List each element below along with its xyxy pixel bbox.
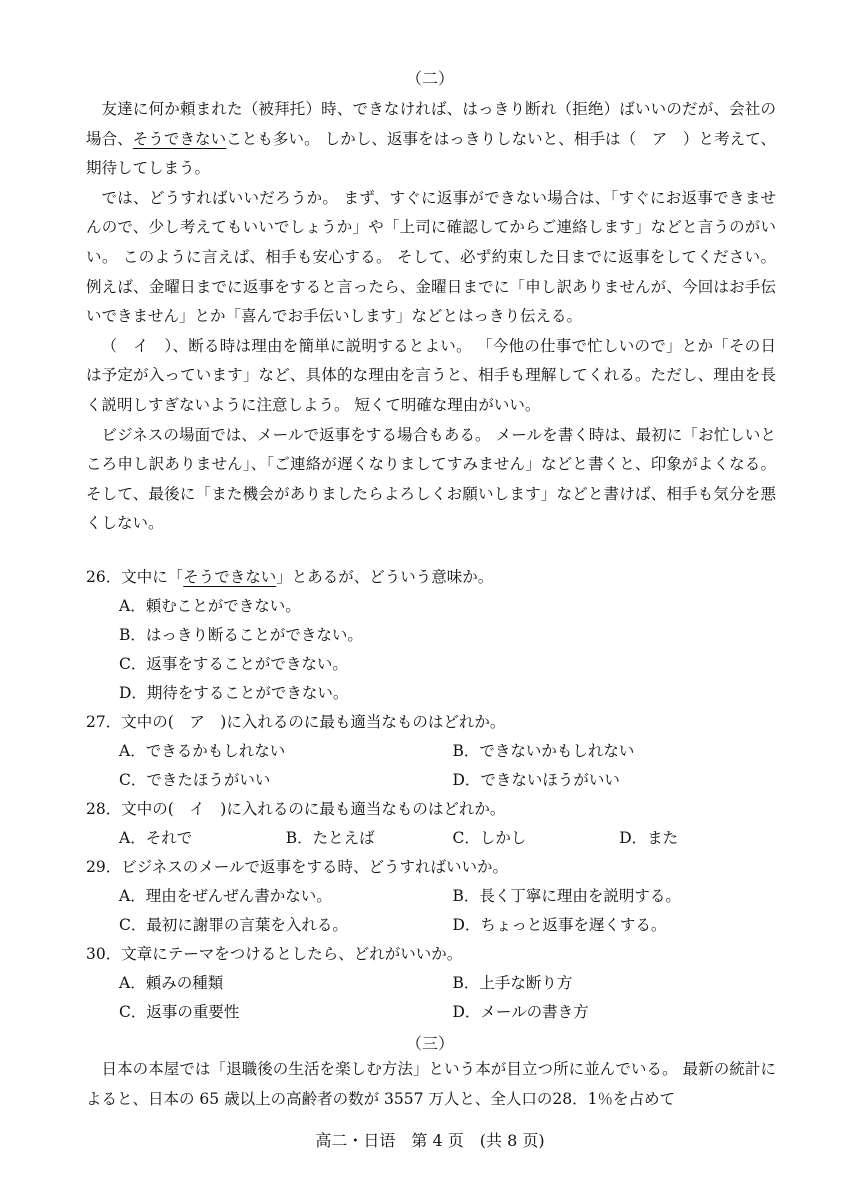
question-stem: 27．文中の( ア )に入れるのに最も適当なものはどれか。 <box>86 713 506 731</box>
question-27 <box>86 708 786 795</box>
option-row <box>86 969 786 998</box>
option-row <box>86 911 786 940</box>
option-row <box>86 998 786 1027</box>
passage-paragraph-2: では、どうすればいいだろうか。 まず、すぐに返事ができない場合は、「すぐにお返事できませんので、少し考えてもいいでしょうか」や「上司に確認してからご連絡します」などと言うのがいい。 このように言えば、相手も安心する。 そして、必ず約束した日までに返事をしてください。 例えば、金曜日までに返事をすると言ったら、金曜日までに「申し訳ありませんが、今回はお手伝いできません」とか「喜んでお手伝いします」などとはっきり伝える。 <box>86 188 776 326</box>
option-row <box>86 766 786 795</box>
underlined-phrase: そうできない <box>183 568 277 586</box>
option-c: C．しかし <box>452 829 527 847</box>
option-d: D．メールの書き方 <box>452 1003 589 1021</box>
section-title-3: （三） <box>405 1034 454 1053</box>
passage-paragraph-4: ビジネスの場面では、メールで返事をする場合もある。 メールを書く時は、最初に「お忙しいところ申し訳ありません」、「ご連絡が遅くなりましてすみません」などと書くと、印象がよくなる。 そして、最後に「また機会がありましたらよろしくお願いします」などと書けば、相手も気分を悪くしない。 <box>86 425 776 533</box>
option-row <box>86 824 786 853</box>
question-stem: 29．ビジネスのメールで返事をする時、どうすればいいか。 <box>86 858 508 876</box>
question-stem: 28．文中の( イ )に入れるのに最も適当なものはどれか。 <box>86 800 506 818</box>
option-d: D．ちょっと返事を遅くする。 <box>452 916 667 934</box>
question-26 <box>86 563 786 708</box>
question-stem: 26．文中に「そうできない」とあるが、どういう意味か。 <box>86 568 494 586</box>
option-a: A．それで <box>119 829 193 847</box>
reading-passage-2 <box>86 95 776 539</box>
option-b: B．上手な断り方 <box>452 974 573 992</box>
question-28 <box>86 795 786 853</box>
underlined-phrase: そうできない <box>132 129 227 148</box>
option-b: B．たとえば <box>285 829 375 847</box>
passage-paragraph: 日本の本屋では「退職後の生活を楽しむ方法」という本が目立つ所に並んでいる。 最新の統計によると、日本の 65 歳以上の高齢者の数が 3557 万人と、全人口の28．1％を占めて <box>86 1060 776 1108</box>
question-29 <box>86 853 786 940</box>
option-d: D．期待をすることができない。 <box>119 684 349 702</box>
option-row <box>86 882 786 911</box>
page-footer: 高二・日语 第 4 页 (共 8 页) <box>315 1131 545 1150</box>
option-c: C．最初に謝罪の言葉を入れる。 <box>119 916 348 934</box>
option-b: B．できないかもしれない <box>452 742 635 760</box>
option-c: C．返事をすることができない。 <box>119 655 348 673</box>
question-30 <box>86 940 786 1027</box>
option-d: D．できないほうがいい <box>452 771 620 789</box>
option-c: C．返事の重要性 <box>119 1003 240 1021</box>
reading-passage-3 <box>86 1055 776 1114</box>
option-row <box>86 737 786 766</box>
passage-paragraph-3: （ イ ）、断る時は理由を簡単に説明するとよい。 「今他の仕事で忙しいので」とか「その日は予定が入っています」など、具体的な理由を言うと、相手も理解してくれる。ただし、理由を長く説明しすぎないように注意しよう。 短くて明確な理由がいい。 <box>86 336 776 414</box>
option-b: B．長く丁寧に理由を説明する。 <box>452 887 681 905</box>
question-stem: 30．文章にテーマをつけるとしたら、どれがいいか。 <box>86 945 463 963</box>
option-b: B．はっきり断ることができない。 <box>119 626 363 644</box>
option-a: A．頼むことができない。 <box>119 597 301 615</box>
option-a: A．理由をぜんぜん書かない。 <box>119 887 332 905</box>
option-d: D．また <box>619 829 679 847</box>
option-c: C．できたほうがいい <box>119 771 271 789</box>
option-a: A．頼みの種類 <box>119 974 224 992</box>
passage-paragraph-1: 友達に何か頼まれた（被拜托）時、できなければ、はっきり断れ（拒绝）ばいいのだが、会社の場合、そうできないことも多い。 しかし、返事をはっきりしないと、相手は（ ア ）と考えて、期待してしまう。 <box>86 100 776 178</box>
section-title-2: （二） <box>405 69 454 88</box>
option-a: A．できるかもしれない <box>119 742 286 760</box>
